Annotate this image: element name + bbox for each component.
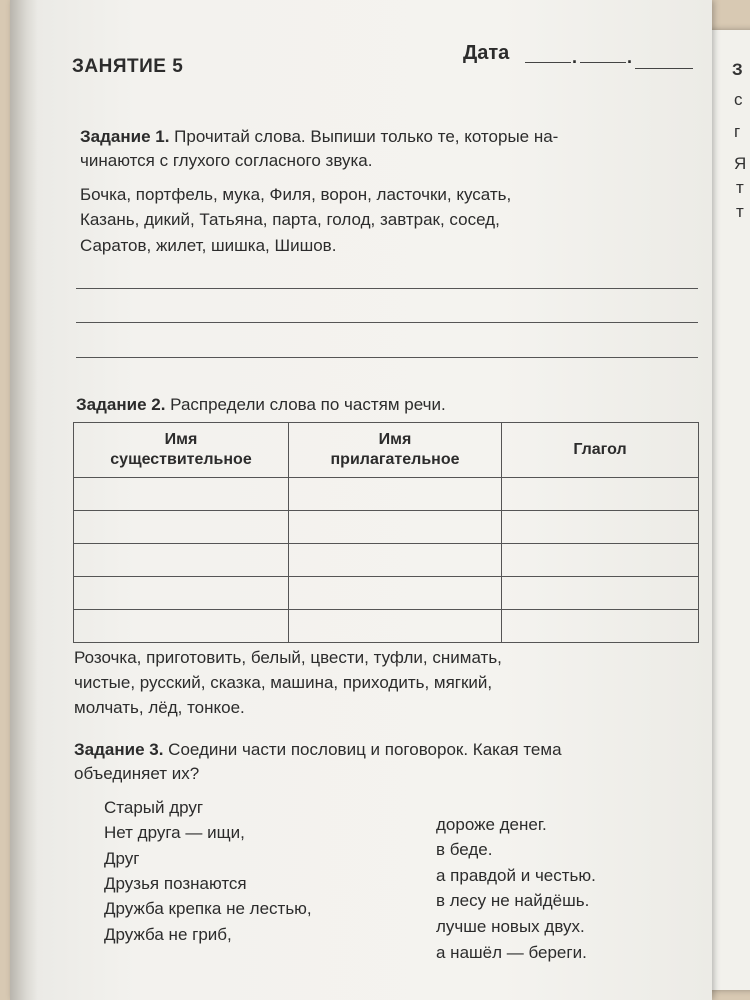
proverb-right-part[interactable]: в беде.	[436, 840, 493, 859]
column-header-line: Имя	[164, 431, 198, 448]
table-row	[74, 610, 699, 643]
proverb-left-part[interactable]: Друг	[104, 849, 140, 868]
table-row	[74, 577, 699, 610]
task1-instruction-cont: чинаются с глухого согласного звука.	[80, 151, 373, 170]
next-page-letter: т	[736, 202, 744, 221]
answer-line[interactable]	[76, 288, 698, 289]
table-cell[interactable]	[74, 610, 289, 643]
date-label: Дата	[463, 42, 510, 64]
proverb-right-part[interactable]: дороже денег.	[436, 815, 547, 834]
next-page-edge	[712, 30, 750, 990]
column-header-line: существительное	[110, 451, 252, 468]
task1-words-line: Саратов, жилет, шишка, Шишов.	[80, 236, 337, 255]
date-separator: .	[572, 47, 578, 67]
table-cell[interactable]	[502, 544, 699, 577]
answer-line[interactable]	[76, 357, 698, 358]
table-cell[interactable]	[289, 544, 502, 577]
next-page-letter: г	[734, 122, 741, 141]
column-header-line: прилагательное	[330, 451, 460, 468]
date-separator: .	[627, 47, 633, 67]
table-cell[interactable]	[289, 610, 502, 643]
next-page-letter: с	[734, 90, 743, 109]
proverb-left-part[interactable]: Дружба крепка не лестью,	[104, 899, 312, 918]
table-row	[74, 478, 699, 511]
proverb-left-part[interactable]: Старый друг	[104, 798, 204, 817]
proverb-left-part[interactable]: Дружба не гриб,	[104, 925, 232, 944]
parts-of-speech-table	[73, 422, 699, 643]
table-cell[interactable]	[502, 610, 699, 643]
table-row	[74, 544, 699, 577]
task3-instruction	[74, 739, 562, 761]
column-header-line: Глагол	[573, 441, 627, 458]
page-fold-shadow	[10, 0, 38, 1000]
date-field-day[interactable]	[525, 62, 571, 63]
table-cell[interactable]	[74, 478, 289, 511]
next-page-letter: З	[732, 60, 743, 79]
column-header-line: Имя	[378, 431, 412, 448]
task1-words-line: Казань, дикий, Татьяна, парта, голод, завтрак, сосед,	[80, 210, 500, 229]
table-cell[interactable]	[502, 577, 699, 610]
task3-instruction-cont: объединяет их?	[74, 764, 200, 783]
table-cell[interactable]	[502, 478, 699, 511]
task2-words-line: Розочка, приготовить, белый, цвести, туфли, снимать,	[74, 648, 502, 667]
column-header-adjective	[289, 423, 502, 478]
date-field-month[interactable]	[580, 62, 626, 63]
task1-instruction	[80, 126, 558, 148]
task2-words-line: чистые, русский, сказка, машина, приходить, мягкий,	[74, 673, 493, 692]
next-page-letter: т	[736, 178, 744, 197]
lesson-title: ЗАНЯТИЕ 5	[72, 56, 184, 77]
task2-instruction-text: Распредели слова по частям речи.	[170, 395, 446, 414]
table-cell[interactable]	[289, 478, 502, 511]
date-field-year[interactable]	[635, 68, 693, 69]
column-header-verb	[502, 423, 699, 478]
proverb-right-part[interactable]: лучше новых двух.	[436, 917, 585, 936]
table-cell[interactable]	[289, 577, 502, 610]
answer-line[interactable]	[76, 322, 698, 323]
proverb-right-part[interactable]: а нашёл — береги.	[436, 943, 587, 962]
next-page-letter: Я	[734, 154, 747, 173]
task2-instruction	[76, 394, 446, 416]
task2-label: Задание 2.	[76, 395, 166, 414]
task1-words-line: Бочка, портфель, мука, Филя, ворон, ласточки, кусать,	[80, 185, 512, 204]
proverb-left-part[interactable]: Друзья познаются	[104, 874, 247, 893]
proverb-right-part[interactable]: а правдой и честью.	[436, 866, 596, 885]
task1-instruction-text: Прочитай слова. Выпиши только те, которые на-	[174, 127, 559, 146]
table-row	[74, 511, 699, 544]
task1-label: Задание 1.	[80, 127, 170, 146]
task2-words-line: молчать, лёд, тонкое.	[74, 698, 245, 717]
table-cell[interactable]	[74, 511, 289, 544]
table-cell[interactable]	[502, 511, 699, 544]
column-header-noun	[74, 423, 289, 478]
task3-instruction-text: Соедини части пословиц и поговорок. Какая тема	[168, 740, 562, 759]
table-cell[interactable]	[289, 511, 502, 544]
table-cell[interactable]	[74, 577, 289, 610]
table-cell[interactable]	[74, 544, 289, 577]
proverb-right-part[interactable]: в лесу не найдёшь.	[436, 891, 590, 910]
table-header-row	[74, 423, 699, 478]
proverb-left-part[interactable]: Нет друга — ищи,	[104, 823, 245, 842]
task3-label: Задание 3.	[74, 740, 164, 759]
